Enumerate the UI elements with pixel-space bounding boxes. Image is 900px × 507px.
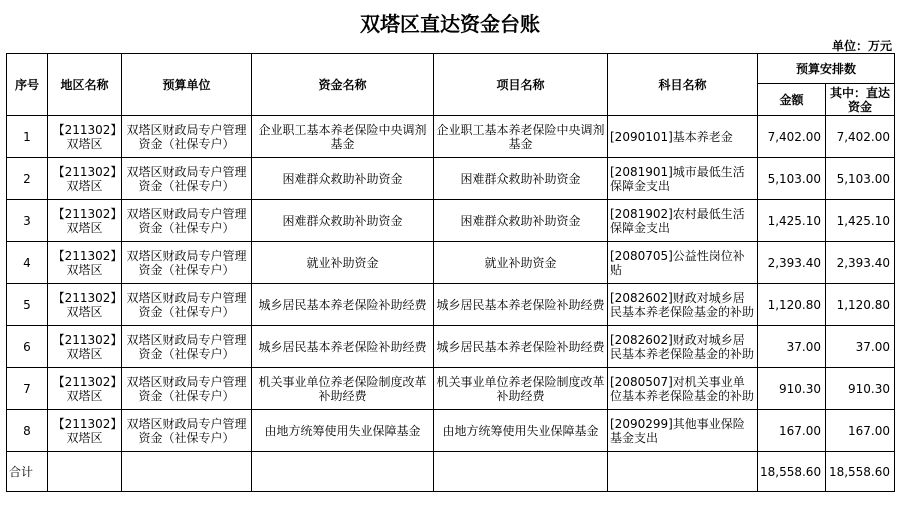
cell-seq-text: 6 — [23, 339, 31, 354]
cell-direct-fund — [826, 410, 895, 452]
col-header-project-name: 项目名称 — [434, 54, 608, 116]
cell-direct-fund-text: 1,120.80 — [836, 297, 891, 312]
total-direct-fund: 18,558.60 — [826, 452, 895, 492]
cell-project-name-text: 城乡居民基本养老保险补助经费 — [436, 339, 605, 354]
cell-subject-name-text: [2082602]财政对城乡居民基本养老保险基金的补助 — [610, 290, 755, 319]
cell-region — [48, 242, 122, 284]
cell-amount-text: 910.30 — [779, 381, 821, 396]
cell-project-name — [434, 116, 608, 158]
cell-budget-unit-text: 双塔区财政局专户管理资金（社保专户） — [126, 332, 247, 361]
cell-project-name-text: 城乡居民基本养老保险补助经费 — [436, 297, 605, 312]
cell-region — [48, 368, 122, 410]
total-label: 合计 — [7, 452, 48, 492]
cell-budget-unit-text: 双塔区财政局专户管理资金（社保专户） — [126, 374, 247, 403]
cell-project-name — [434, 284, 608, 326]
cell-seq-text: 8 — [23, 423, 31, 438]
cell-fund-name-text: 机关事业单位养老保险制度改革补助经费 — [258, 374, 427, 403]
cell-amount-text: 37.00 — [786, 339, 821, 354]
cell-budget-unit-text: 双塔区财政局专户管理资金（社保专户） — [126, 206, 247, 235]
cell-direct-fund-text: 910.30 — [848, 381, 891, 396]
cell-direct-fund — [826, 116, 895, 158]
cell-project-name-text: 困难群众救助补助资金 — [460, 171, 581, 186]
cell-subject-name — [608, 158, 758, 200]
table-row — [7, 410, 895, 452]
cell-budget-unit — [122, 200, 252, 242]
cell-direct-fund — [826, 368, 895, 410]
cell-fund-name-text: 城乡居民基本养老保险补助经费 — [258, 339, 427, 354]
cell-project-name — [434, 368, 608, 410]
cell-amount — [758, 410, 826, 452]
cell-seq — [7, 410, 48, 452]
col-header-budget-group: 预算安排数 — [758, 54, 895, 84]
cell-project-name-text: 由地方统筹使用失业保障基金 — [442, 423, 599, 438]
total-row — [7, 452, 895, 492]
cell-amount — [758, 242, 826, 284]
cell-subject-name — [608, 116, 758, 158]
cell-region — [48, 326, 122, 368]
cell-budget-unit-text: 双塔区财政局专户管理资金（社保专户） — [126, 290, 247, 319]
total-empty-cell — [48, 452, 122, 492]
cell-fund-name — [252, 326, 434, 368]
col-header-seq: 序号 — [7, 54, 48, 116]
cell-direct-fund-text: 2,393.40 — [836, 255, 891, 270]
cell-direct-fund-text: 7,402.00 — [836, 129, 891, 144]
cell-fund-name-text: 困难群众救助补助资金 — [282, 171, 403, 186]
cell-direct-fund — [826, 158, 895, 200]
page-title: 双塔区直达资金台账 — [360, 12, 540, 36]
cell-subject-name — [608, 368, 758, 410]
cell-direct-fund — [826, 326, 895, 368]
cell-fund-name-text: 就业补助资金 — [306, 255, 379, 270]
cell-subject-name-text: [2082602]财政对城乡居民基本养老保险基金的补助 — [610, 332, 755, 361]
cell-subject-name — [608, 410, 758, 452]
cell-fund-name — [252, 284, 434, 326]
cell-subject-name — [608, 242, 758, 284]
table-row — [7, 242, 895, 284]
cell-region — [48, 410, 122, 452]
cell-region-text: 【211302】双塔区 — [52, 374, 117, 403]
unit-label: 单位：万元 — [831, 39, 892, 53]
cell-direct-fund — [826, 242, 895, 284]
cell-amount — [758, 326, 826, 368]
cell-region-text: 【211302】双塔区 — [52, 248, 117, 277]
cell-fund-name — [252, 200, 434, 242]
cell-budget-unit — [122, 284, 252, 326]
cell-fund-name-text: 企业职工基本养老保险中央调剂基金 — [258, 122, 427, 151]
cell-subject-name-text: [2080507]对机关事业单位基本养老保险基金的补助 — [610, 374, 755, 403]
cell-fund-name — [252, 410, 434, 452]
cell-amount — [758, 368, 826, 410]
cell-direct-fund-text: 1,425.10 — [836, 213, 891, 228]
cell-budget-unit — [122, 410, 252, 452]
cell-project-name-text: 机关事业单位养老保险制度改革补助经费 — [436, 374, 605, 403]
cell-fund-name-text: 城乡居民基本养老保险补助经费 — [258, 297, 427, 312]
col-header-fund-name: 资金名称 — [252, 54, 434, 116]
cell-amount-text: 167.00 — [779, 423, 821, 438]
col-header-amount: 金额 — [758, 84, 826, 116]
total-empty-cell — [434, 452, 608, 492]
cell-seq-text: 4 — [23, 255, 31, 270]
cell-budget-unit-text: 双塔区财政局专户管理资金（社保专户） — [126, 248, 247, 277]
cell-region — [48, 284, 122, 326]
cell-direct-fund-text: 37.00 — [855, 339, 891, 354]
table-row — [7, 368, 895, 410]
cell-subject-name-text: [2090101]基本养老金 — [610, 129, 733, 144]
cell-amount — [758, 116, 826, 158]
cell-direct-fund-text: 5,103.00 — [836, 171, 891, 186]
cell-budget-unit — [122, 158, 252, 200]
cell-fund-name — [252, 158, 434, 200]
cell-budget-unit — [122, 368, 252, 410]
cell-seq-text: 5 — [23, 297, 31, 312]
table-row — [7, 326, 895, 368]
cell-direct-fund-text: 167.00 — [848, 423, 891, 438]
cell-region-text: 【211302】双塔区 — [52, 290, 117, 319]
cell-fund-name-text: 困难群众救助补助资金 — [282, 213, 403, 228]
cell-seq-text: 1 — [23, 129, 31, 144]
total-empty-cell — [608, 452, 758, 492]
cell-amount-text: 7,402.00 — [767, 129, 821, 144]
cell-amount — [758, 158, 826, 200]
cell-seq — [7, 158, 48, 200]
cell-seq — [7, 200, 48, 242]
total-empty-cell — [252, 452, 434, 492]
cell-fund-name — [252, 116, 434, 158]
cell-project-name — [434, 410, 608, 452]
cell-fund-name-text: 由地方统筹使用失业保障基金 — [264, 423, 421, 438]
cell-amount — [758, 200, 826, 242]
cell-seq-text: 7 — [23, 381, 31, 396]
cell-amount-text: 5,103.00 — [767, 171, 821, 186]
cell-budget-unit — [122, 242, 252, 284]
cell-direct-fund — [826, 284, 895, 326]
cell-region-text: 【211302】双塔区 — [52, 332, 117, 361]
cell-project-name — [434, 158, 608, 200]
cell-amount-text: 1,425.10 — [767, 213, 821, 228]
cell-region-text: 【211302】双塔区 — [52, 416, 117, 445]
cell-budget-unit — [122, 116, 252, 158]
cell-seq — [7, 326, 48, 368]
col-header-region: 地区名称 — [48, 54, 122, 116]
cell-region — [48, 158, 122, 200]
cell-amount — [758, 284, 826, 326]
cell-budget-unit-text: 双塔区财政局专户管理资金（社保专户） — [126, 122, 247, 151]
table-row — [7, 116, 895, 158]
cell-subject-name-text: [2081901]城市最低生活保障金支出 — [610, 164, 745, 193]
table-row — [7, 200, 895, 242]
cell-seq-text: 3 — [23, 213, 31, 228]
cell-subject-name — [608, 200, 758, 242]
cell-budget-unit-text: 双塔区财政局专户管理资金（社保专户） — [126, 164, 247, 193]
total-amount: 18,558.60 — [758, 452, 826, 492]
cell-project-name-text: 困难群众救助补助资金 — [460, 213, 581, 228]
cell-seq — [7, 368, 48, 410]
cell-subject-name — [608, 326, 758, 368]
cell-subject-name-text: [2081902]农村最低生活保障金支出 — [610, 206, 745, 235]
cell-region-text: 【211302】双塔区 — [52, 206, 117, 235]
cell-seq — [7, 116, 48, 158]
cell-budget-unit — [122, 326, 252, 368]
cell-seq — [7, 242, 48, 284]
cell-region-text: 【211302】双塔区 — [52, 164, 117, 193]
cell-budget-unit-text: 双塔区财政局专户管理资金（社保专户） — [126, 416, 247, 445]
cell-project-name-text: 企业职工基本养老保险中央调剂基金 — [436, 122, 605, 151]
cell-project-name — [434, 242, 608, 284]
cell-amount-text: 1,120.80 — [767, 297, 821, 312]
cell-amount-text: 2,393.40 — [767, 255, 821, 270]
cell-fund-name — [252, 242, 434, 284]
col-header-budget-unit: 预算单位 — [122, 54, 252, 116]
cell-seq — [7, 284, 48, 326]
cell-project-name-text: 就业补助资金 — [484, 255, 557, 270]
cell-direct-fund — [826, 200, 895, 242]
cell-region-text: 【211302】双塔区 — [52, 122, 117, 151]
col-header-direct-fund: 其中：直达资金 — [826, 84, 895, 116]
cell-subject-name — [608, 284, 758, 326]
table-row — [7, 158, 895, 200]
cell-project-name — [434, 200, 608, 242]
cell-project-name — [434, 326, 608, 368]
cell-region — [48, 116, 122, 158]
table-row — [7, 284, 895, 326]
cell-fund-name — [252, 368, 434, 410]
header-row — [7, 54, 895, 84]
cell-region — [48, 200, 122, 242]
cell-subject-name-text: [2080705]公益性岗位补贴 — [610, 248, 745, 277]
cell-seq-text: 2 — [23, 171, 31, 186]
ledger-table — [6, 53, 895, 492]
cell-subject-name-text: [2090299]其他事业保险基金支出 — [610, 416, 745, 445]
total-empty-cell — [122, 452, 252, 492]
col-header-subject-name: 科目名称 — [608, 54, 758, 116]
